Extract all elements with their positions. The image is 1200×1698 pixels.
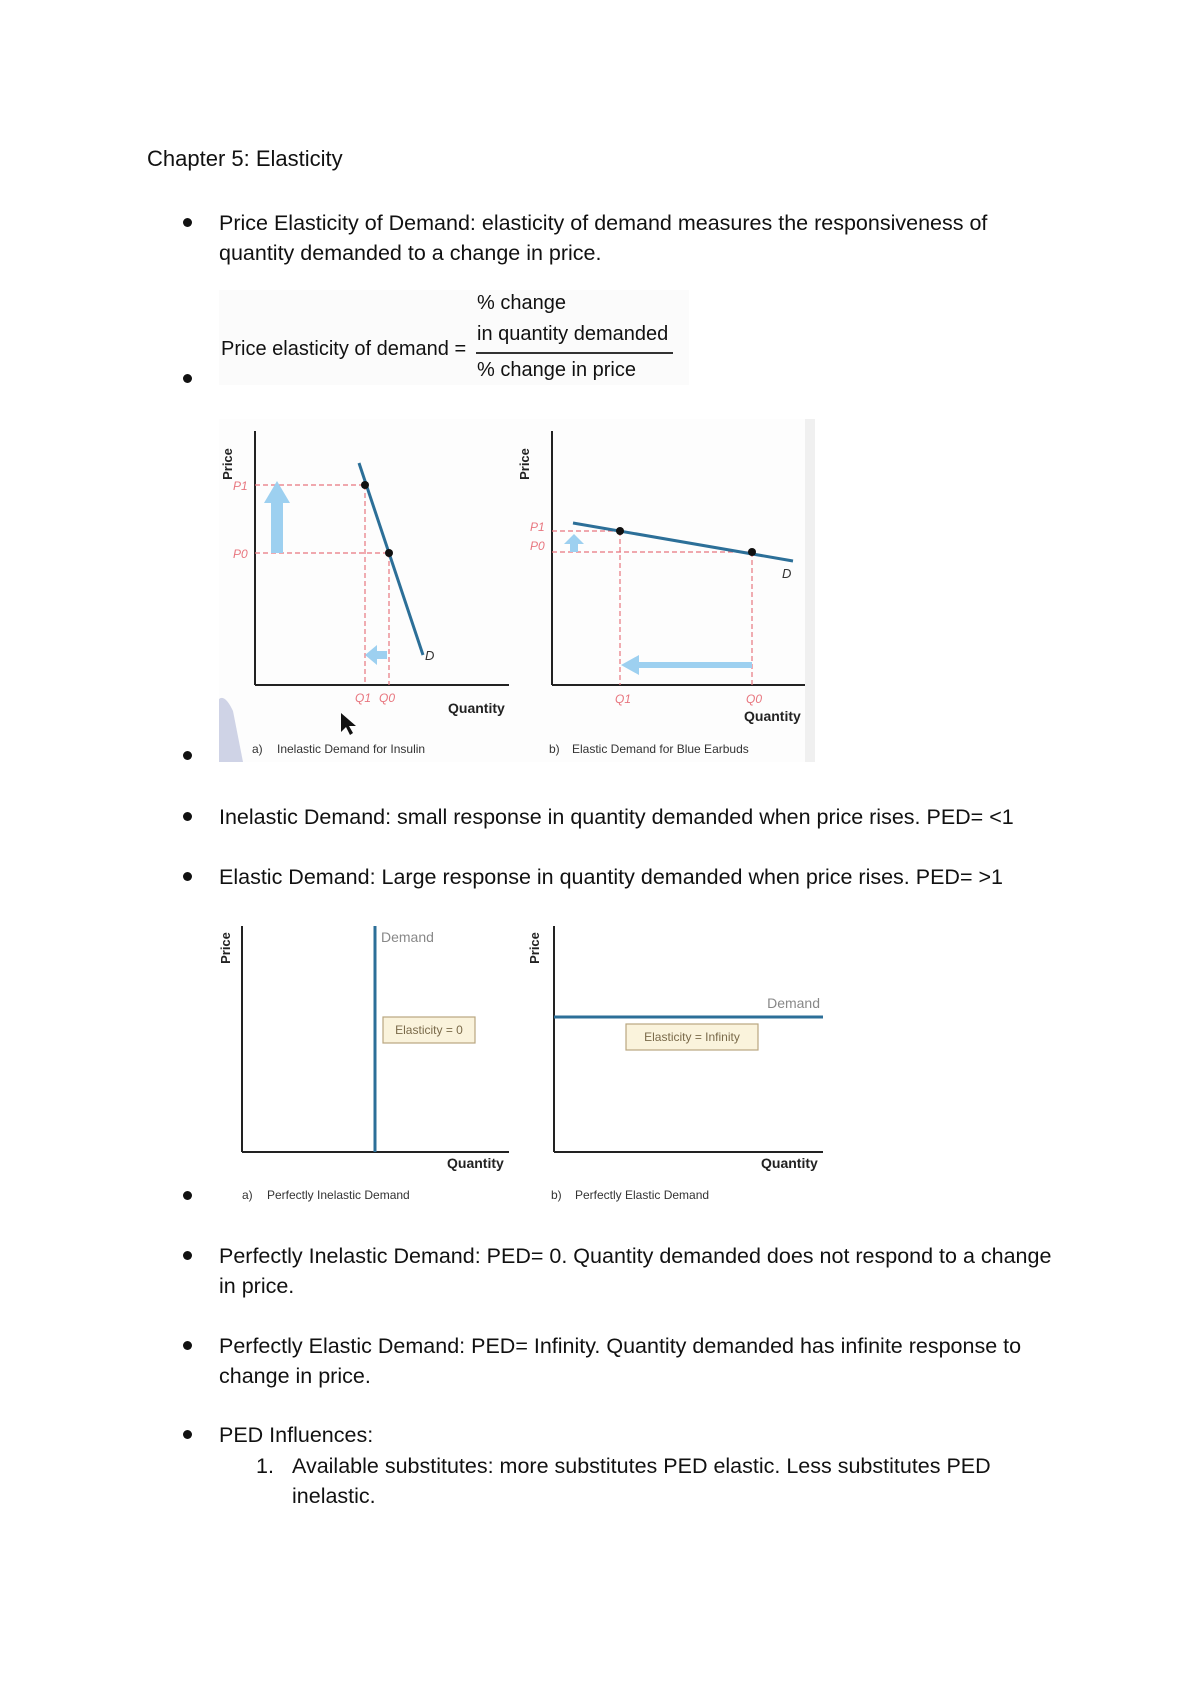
y-axis-label: Price [527,932,542,964]
figure1-svg [219,419,815,762]
bullet-dot [183,1191,192,1200]
bullet-dot [183,1430,192,1439]
x-axis-label: Quantity [448,700,505,716]
q1-label: Q1 [615,692,632,706]
q0-label: Q0 [379,691,396,705]
figure-perfect-elasticity [219,912,831,1202]
curve-label-d: D [425,648,435,663]
formula-numerator-line2: in quantity demanded [477,323,669,345]
page-title: Chapter 5: Elasticity [147,146,343,171]
list-number: 1. [256,1454,274,1478]
bullet-dot [183,1251,192,1260]
price-rise-arrow [264,481,290,553]
caption: Perfectly Inelastic Demand [267,1188,410,1202]
x-axis-label: Quantity [447,1155,504,1171]
bullet-dot [183,218,192,227]
curve-label: Demand [767,995,820,1011]
bullet-dot [183,812,192,821]
figure-inelastic-vs-elastic [219,419,815,762]
price-rise-arrow [564,534,584,552]
demand-curve [359,463,423,655]
thumb-fragment [219,698,243,762]
ped-definition-text: Price Elasticity of Demand: elasticity of demand measures the responsiveness of quantity demanded to a change in price. [219,211,988,265]
bullet-dot [183,374,192,383]
caption-letter: a) [252,742,263,756]
x-axis-label: Quantity [761,1155,818,1171]
x-axis-label: Quantity [744,708,801,724]
caption: Elastic Demand for Blue Earbuds [572,742,749,756]
inelastic-demand-text: Inelastic Demand: small response in quantity demanded when price rises. PED= <1 [219,805,1014,829]
y-axis-label: Price [517,448,532,480]
panel-a-inelastic [220,431,509,756]
q1-label: Q1 [355,691,372,705]
figure-edge-shade [805,419,815,762]
panel-a-perfectly-inelastic [219,926,509,1202]
point-p0-q0 [748,548,756,556]
caption-letter: b) [549,742,560,756]
perfectly-inelastic-text: Perfectly Inelastic Demand: PED= 0. Quantity demanded does not respond to a change in price. [219,1244,1052,1298]
p1-label: P1 [233,479,248,493]
quantity-fall-arrow [621,655,752,675]
caption-letter: b) [551,1188,562,1202]
point-p1-q1 [616,527,624,535]
panel-b-perfectly-elastic [527,926,823,1202]
y-axis-label: Price [219,932,233,964]
caption-letter: a) [242,1188,253,1202]
list-item: Available substitutes: more substitutes PED elastic. Less substitutes PED inelastic. [292,1454,991,1508]
p0-label: P0 [233,547,248,561]
y-axis-label: Price [220,448,235,480]
panel-b-elastic [517,431,805,756]
formula-denominator: % change in price [477,359,636,381]
ped-influences-heading: PED Influences: [219,1423,374,1447]
p0-label: P0 [530,539,545,553]
point-p0-q0 [385,549,393,557]
perfectly-elastic-text: Perfectly Elastic Demand: PED= Infinity. Quantity demanded has infinite response to change in price. [219,1334,1022,1388]
ped-formula [219,290,689,385]
quantity-fall-arrow [365,645,387,665]
elasticity-label: Elasticity = 0 [395,1023,463,1037]
elastic-demand-text: Elastic Demand: Large response in quantity demanded when price rises. PED= >1 [219,865,1003,889]
curve-label: Demand [381,929,434,945]
demand-curve [573,523,793,561]
caption: Perfectly Elastic Demand [575,1188,710,1202]
cursor-icon [341,713,356,735]
caption: Inelastic Demand for Insulin [277,742,426,756]
formula-numerator-line1: % change [477,292,566,314]
formula-fraction-bar [476,352,673,354]
bullet-dot [183,872,192,881]
bullet-dot [183,1341,192,1350]
point-p1-q1 [361,481,369,489]
p1-label: P1 [530,520,545,534]
curve-label-d: D [782,566,792,581]
formula-lhs: Price elasticity of demand = [221,338,467,360]
figure2-svg [219,912,831,1202]
q0-label: Q0 [746,692,763,706]
elasticity-label: Elasticity = Infinity [644,1030,740,1044]
bullet-dot [183,751,192,760]
